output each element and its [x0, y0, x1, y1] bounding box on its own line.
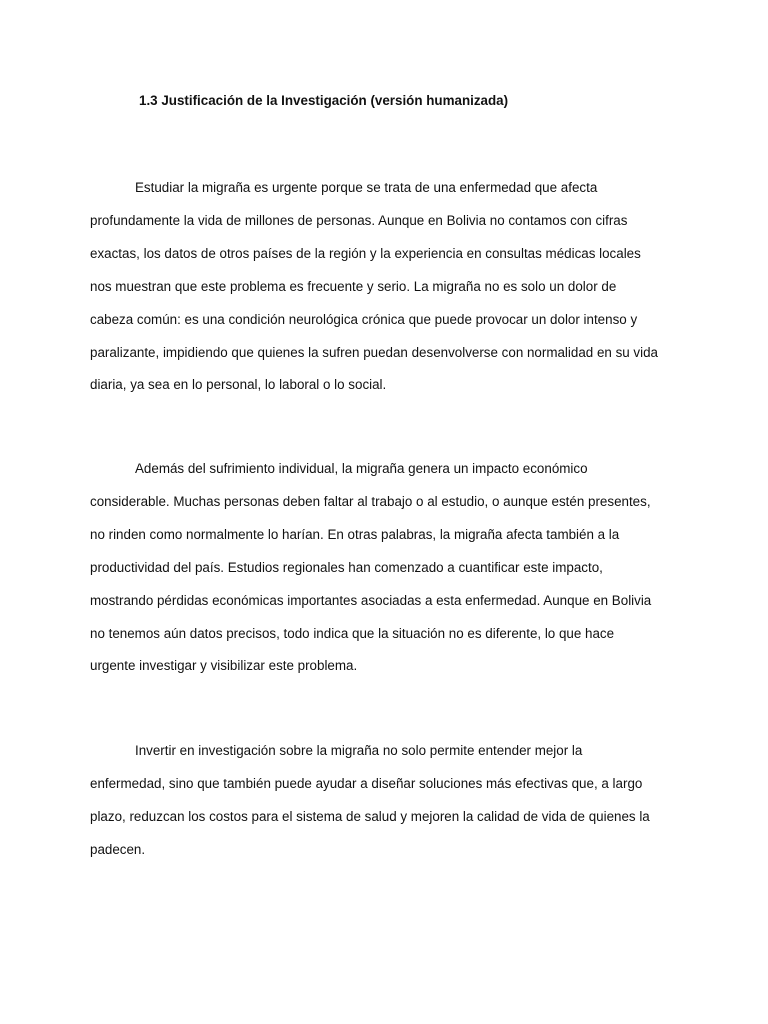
paragraph-line: cabeza común: es una condición neurológica crónica que puede provocar un dolor intenso y — [90, 311, 638, 327]
paragraph-1 — [90, 172, 680, 402]
paragraph-line: considerable. Muchas personas deben faltar al trabajo o al estudio, o aunque estén presentes, — [90, 493, 651, 509]
paragraph-line: no rinden como normalmente lo harían. En otras palabras, la migraña afecta también a la — [90, 526, 620, 542]
paragraph-2 — [90, 453, 680, 683]
paragraph-line: Además del sufrimiento individual, la migraña genera un impacto económico — [135, 461, 588, 476]
paragraph-line: nos muestran que este problema es frecuente y serio. La migraña no es solo un dolor de — [90, 278, 617, 294]
paragraph-line: productividad del país. Estudios regionales han comenzado a cuantificar este impacto, — [90, 559, 603, 575]
paragraph-line: padecen. — [90, 841, 146, 857]
paragraph-line: Estudiar la migraña es urgente porque se trata de una enfermedad que afecta — [135, 180, 598, 195]
paragraph-line: mostrando pérdidas económicas importantes asociadas a esta enfermedad. Aunque en Bolivia — [90, 592, 652, 608]
paragraph-line: no tenemos aún datos precisos, todo indica que la situación no es diferente, lo que hace — [90, 625, 615, 641]
paragraph-line: exactas, los datos de otros países de la región y la experiencia en consultas médicas locales — [90, 245, 641, 261]
paragraph-line: diaria, ya sea en lo personal, lo laboral o lo social. — [90, 377, 387, 393]
paragraph-line: Invertir en investigación sobre la migraña no solo permite entender mejor la — [135, 743, 583, 758]
paragraph-3 — [90, 735, 680, 867]
section-heading: 1.3 Justificación de la Investigación (versión humanizada) — [139, 93, 509, 108]
paragraph-line: enfermedad, sino que también puede ayudar a diseñar soluciones más efectivas que, a largo — [90, 775, 643, 791]
paragraph-line: plazo, reduzcan los costos para el sistema de salud y mejoren la calidad de vida de quienes la — [90, 808, 650, 824]
paragraph-line: urgente investigar y visibilizar este problema. — [90, 658, 358, 674]
paragraph-line: paralizante, impidiendo que quienes la sufren puedan desenvolverse con normalidad en su vida — [90, 344, 658, 360]
paragraph-line: profundamente la vida de millones de personas. Aunque en Bolivia no contamos con cifras — [90, 212, 628, 228]
